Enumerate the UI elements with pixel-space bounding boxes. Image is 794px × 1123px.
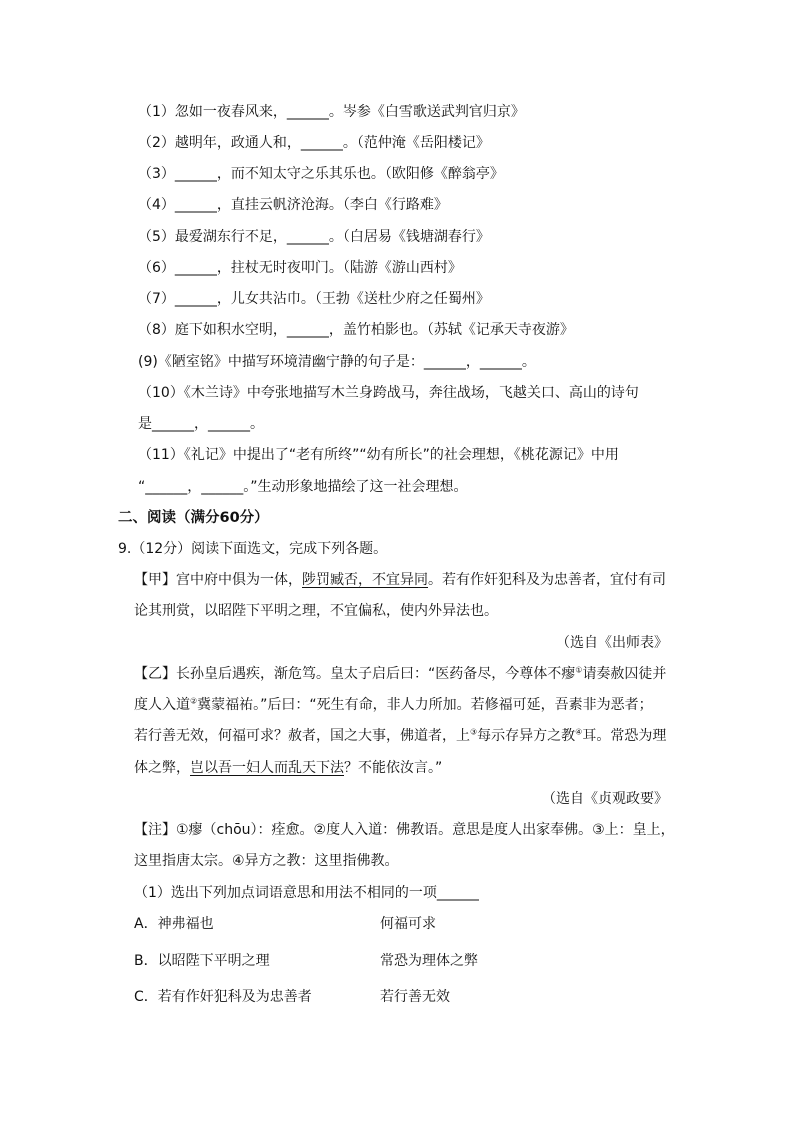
- passage-text: 每示存异方之教: [477, 728, 576, 744]
- blank-item-7: （7）______，儿女共沾巾。（王勃《送杜少府之任蜀州》: [138, 291, 490, 307]
- passage-jia-line-2: 论其刑赏，以昭陛下平明之理，不宜偏私，使内外异法也。: [134, 603, 498, 619]
- footnote-marker: ①: [575, 665, 583, 675]
- passage-yi-line-3: [134, 726, 666, 746]
- passage-text: ？不能依汝言。”: [344, 760, 443, 776]
- notes-line-2: 这里指唐太宗。④异方之教：这里指佛教。: [134, 853, 399, 869]
- blank-item-9: (9)《陋室铭》中描写环境清幽宁静的句子是：______，______。: [138, 354, 536, 370]
- passage-text: 。若有作奸犯科及为忠善者，宜付有司: [428, 572, 666, 588]
- passage-text: 冀蒙福祐。”后曰：“死生有命，非人力所加。若修福可延，吾素非为恶者；: [197, 697, 653, 713]
- option-a[interactable]: [134, 914, 214, 934]
- passage-yi-line-4: [134, 758, 442, 778]
- option-b[interactable]: [134, 951, 270, 971]
- notes-line-1: 【注】①瘳（chōu）：痊愈。②度人入道：佛教语。意思是度人出家奉佛。③上：皇上，: [134, 822, 675, 838]
- option-label: C．若有作奸犯科及为忠善者: [134, 989, 312, 1005]
- passage-yi-line-1: [134, 664, 666, 684]
- option-label: A．神弗福也: [134, 916, 214, 932]
- blank-item-3: （3）______，而不知太守之乐其乐也。（欧阳修《醉翁亭》: [138, 166, 504, 182]
- passage-text: 度人入道: [134, 697, 190, 713]
- passage-yi-line-2: [134, 695, 653, 715]
- sub-question-1: （1）选出下列加点词语意思和用法不相同的一项______: [134, 885, 479, 901]
- blank-item-6: （6）______，拄杖无时夜叩门。（陆游《游山西村》: [138, 260, 462, 276]
- blank-item-10-cont: 是______，______。: [138, 416, 264, 432]
- footnote-marker: ②: [190, 696, 198, 706]
- option-label: B．以昭陛下平明之理: [134, 953, 270, 969]
- blank-item-1: （1）忽如一夜春风来，______。岑参《白雪歌送武判官归京》: [138, 104, 525, 120]
- passage-text: 若行善无效，何福可求？赦者，国之大事，佛道者，上: [134, 728, 470, 744]
- passage-text: 长孙皇后遇疾，渐危笃。皇太子启后曰：“医药备尽，今尊体不瘳: [176, 666, 576, 682]
- passage-jia-line-1: [134, 570, 666, 590]
- passage-text: 请奏赦囚徒并: [582, 666, 667, 682]
- option-a-right: 何福可求: [380, 916, 436, 932]
- option-b-right: 常恐为理体之弊: [380, 953, 478, 969]
- section-heading: 二、阅读（满分60分）: [118, 510, 269, 526]
- blank-item-4: （4）______，直挂云帆济沧海。（李白《行路难》: [138, 197, 448, 213]
- passage-yi-source: （选自《贞观政要》: [542, 791, 668, 807]
- passage-text: 宫中府中俱为一体，: [176, 572, 302, 588]
- passage-text: 耳。常恐为理: [582, 728, 667, 744]
- passage-jia-source: （选自《出师表》: [556, 635, 668, 651]
- underlined-sentence: 岂以吾一妇人而乱天下法: [190, 760, 344, 776]
- option-c[interactable]: [134, 987, 312, 1007]
- passage-tag: 【甲】: [134, 572, 176, 588]
- question-9-intro: 9.（12分）阅读下面选文，完成下列各题。: [118, 541, 388, 557]
- underlined-sentence: 陟罚臧否，不宜异同: [302, 572, 428, 588]
- passage-tag: 【乙】: [134, 666, 176, 682]
- blank-item-11-cont: “______，______。”生动形象地描绘了这一社会理想。: [138, 479, 468, 495]
- blank-item-5: （5）最爱湖东行不足，______。（白居易《钱塘湖春行》: [138, 229, 490, 245]
- footnote-marker: ④: [575, 727, 583, 737]
- footnote-marker: ③: [470, 727, 478, 737]
- option-c-right: 若行善无效: [380, 989, 450, 1005]
- passage-text: 体之弊，: [134, 760, 190, 776]
- blank-item-8: （8）庭下如积水空明，______，盖竹柏影也。（苏轼《记承天寺夜游》: [138, 322, 574, 338]
- blank-item-2: （2）越明年，政通人和，______。（范仲淹《岳阳楼记》: [138, 135, 490, 151]
- blank-item-10: （10）《木兰诗》中夸张地描写木兰身跨战马，奔往战场，飞越关口、高山的诗句: [138, 385, 639, 401]
- blank-item-11: （11）《礼记》中提出了“老有所终”“幼有所长”的社会理想，《桃花源记》中用: [138, 447, 619, 463]
